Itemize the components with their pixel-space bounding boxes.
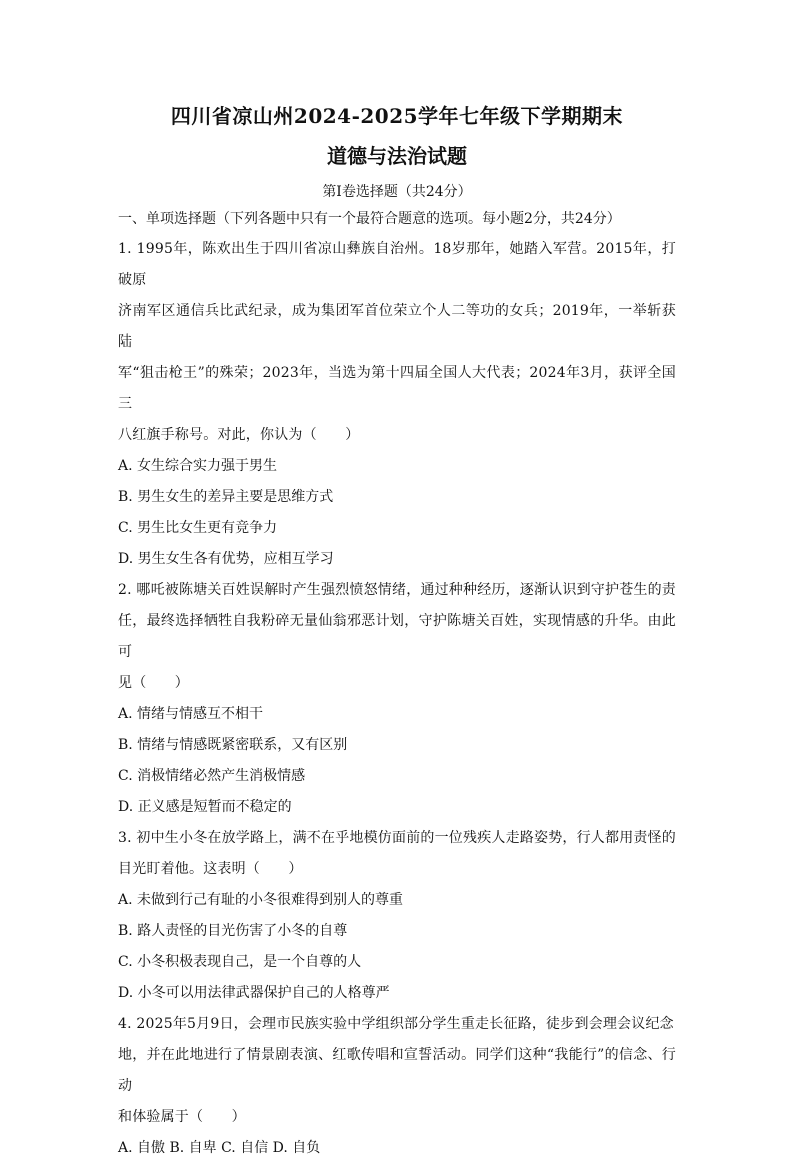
option-b: B. 路人责怪的目光伤害了小冬的自尊: [118, 923, 348, 939]
question-line: 和体验属于（ ）: [118, 1109, 246, 1125]
question-line: 军“狙击枪王”的殊荣；2023年，当选为第十四届全国人大代表；2024年3月，获评全国三: [118, 365, 676, 412]
inline-options: A. 自傲 B. 自卑 C. 自信 D. 自负: [118, 1140, 321, 1156]
question-line: 八红旗手称号。对此，你认为（ ）: [118, 427, 360, 443]
exam-subtitle: 道德与法治试题: [327, 144, 467, 168]
option-d: D. 男生女生各有优势，应相互学习: [118, 551, 334, 567]
option-c: C. 小冬积极表现自己，是一个自尊的人: [118, 954, 362, 970]
exam-title: 四川省凉山州2024-2025学年七年级下学期期末: [170, 104, 624, 128]
option-a: A. 未做到行己有耻的小冬很难得到别人的尊重: [118, 892, 404, 908]
question-1: [118, 234, 676, 575]
option-b: B. 男生女生的差异主要是思维方式: [118, 489, 334, 505]
option-a: A. 女生综合实力强于男生: [118, 458, 278, 474]
question-line: 2. 哪吒被陈塘关百姓误解时产生强烈愤怒情绪，通过种种经历，逐渐认识到守护苍生的责: [118, 582, 677, 598]
option-c: C. 男生比女生更有竞争力: [118, 520, 278, 536]
option-a: A. 情绪与情感互不相干: [118, 706, 264, 722]
option-b: B. 情绪与情感既紧密联系，又有区别: [118, 737, 348, 753]
question-line: 1. 1995年，陈欢出生于四川省凉山彝族自治州。18岁那年，她踏入军营。2015年，打破原: [118, 241, 676, 288]
option-d: D. 正义感是短暂而不稳定的: [118, 799, 292, 815]
question-line: 见（ ）: [118, 675, 189, 691]
option-c: C. 消极情绪必然产生消极情感: [118, 768, 306, 784]
question-line: 地，并在此地进行了情景剧表演、红歌传唱和宣誓活动。同学们这种“我能行”的信念、行动: [118, 1047, 676, 1094]
question-2: [118, 575, 676, 823]
section-heading: 第Ⅰ卷选择题（共24分）: [322, 184, 472, 200]
question-line: 4. 2025年5月9日，会理市民族实验中学组织部分学生重走长征路，徒步到会理会议纪念: [118, 1016, 674, 1032]
option-d: D. 小冬可以用法律武器保护自己的人格尊严: [118, 985, 390, 1001]
question-3: [118, 823, 676, 1009]
question-line: 济南军区通信兵比武纪录，成为集团军首位荣立个人二等功的女兵；2019年，一举斩获陆: [118, 303, 676, 350]
question-4: [118, 1009, 676, 1164]
part-heading: 一、单项选择题（下列各题中只有一个最符合题意的选项。每小题2分，共24分）: [118, 211, 621, 227]
question-line: 目光盯着他。这表明（ ）: [118, 861, 303, 877]
question-line: 任，最终选择牺牲自我粉碎无量仙翁邪恶计划，守护陈塘关百姓，实现情感的升华。由此可: [118, 613, 676, 660]
question-line: 3. 初中生小冬在放学路上，满不在乎地模仿面前的一位残疾人走路姿势，行人都用责怪的: [118, 830, 677, 846]
